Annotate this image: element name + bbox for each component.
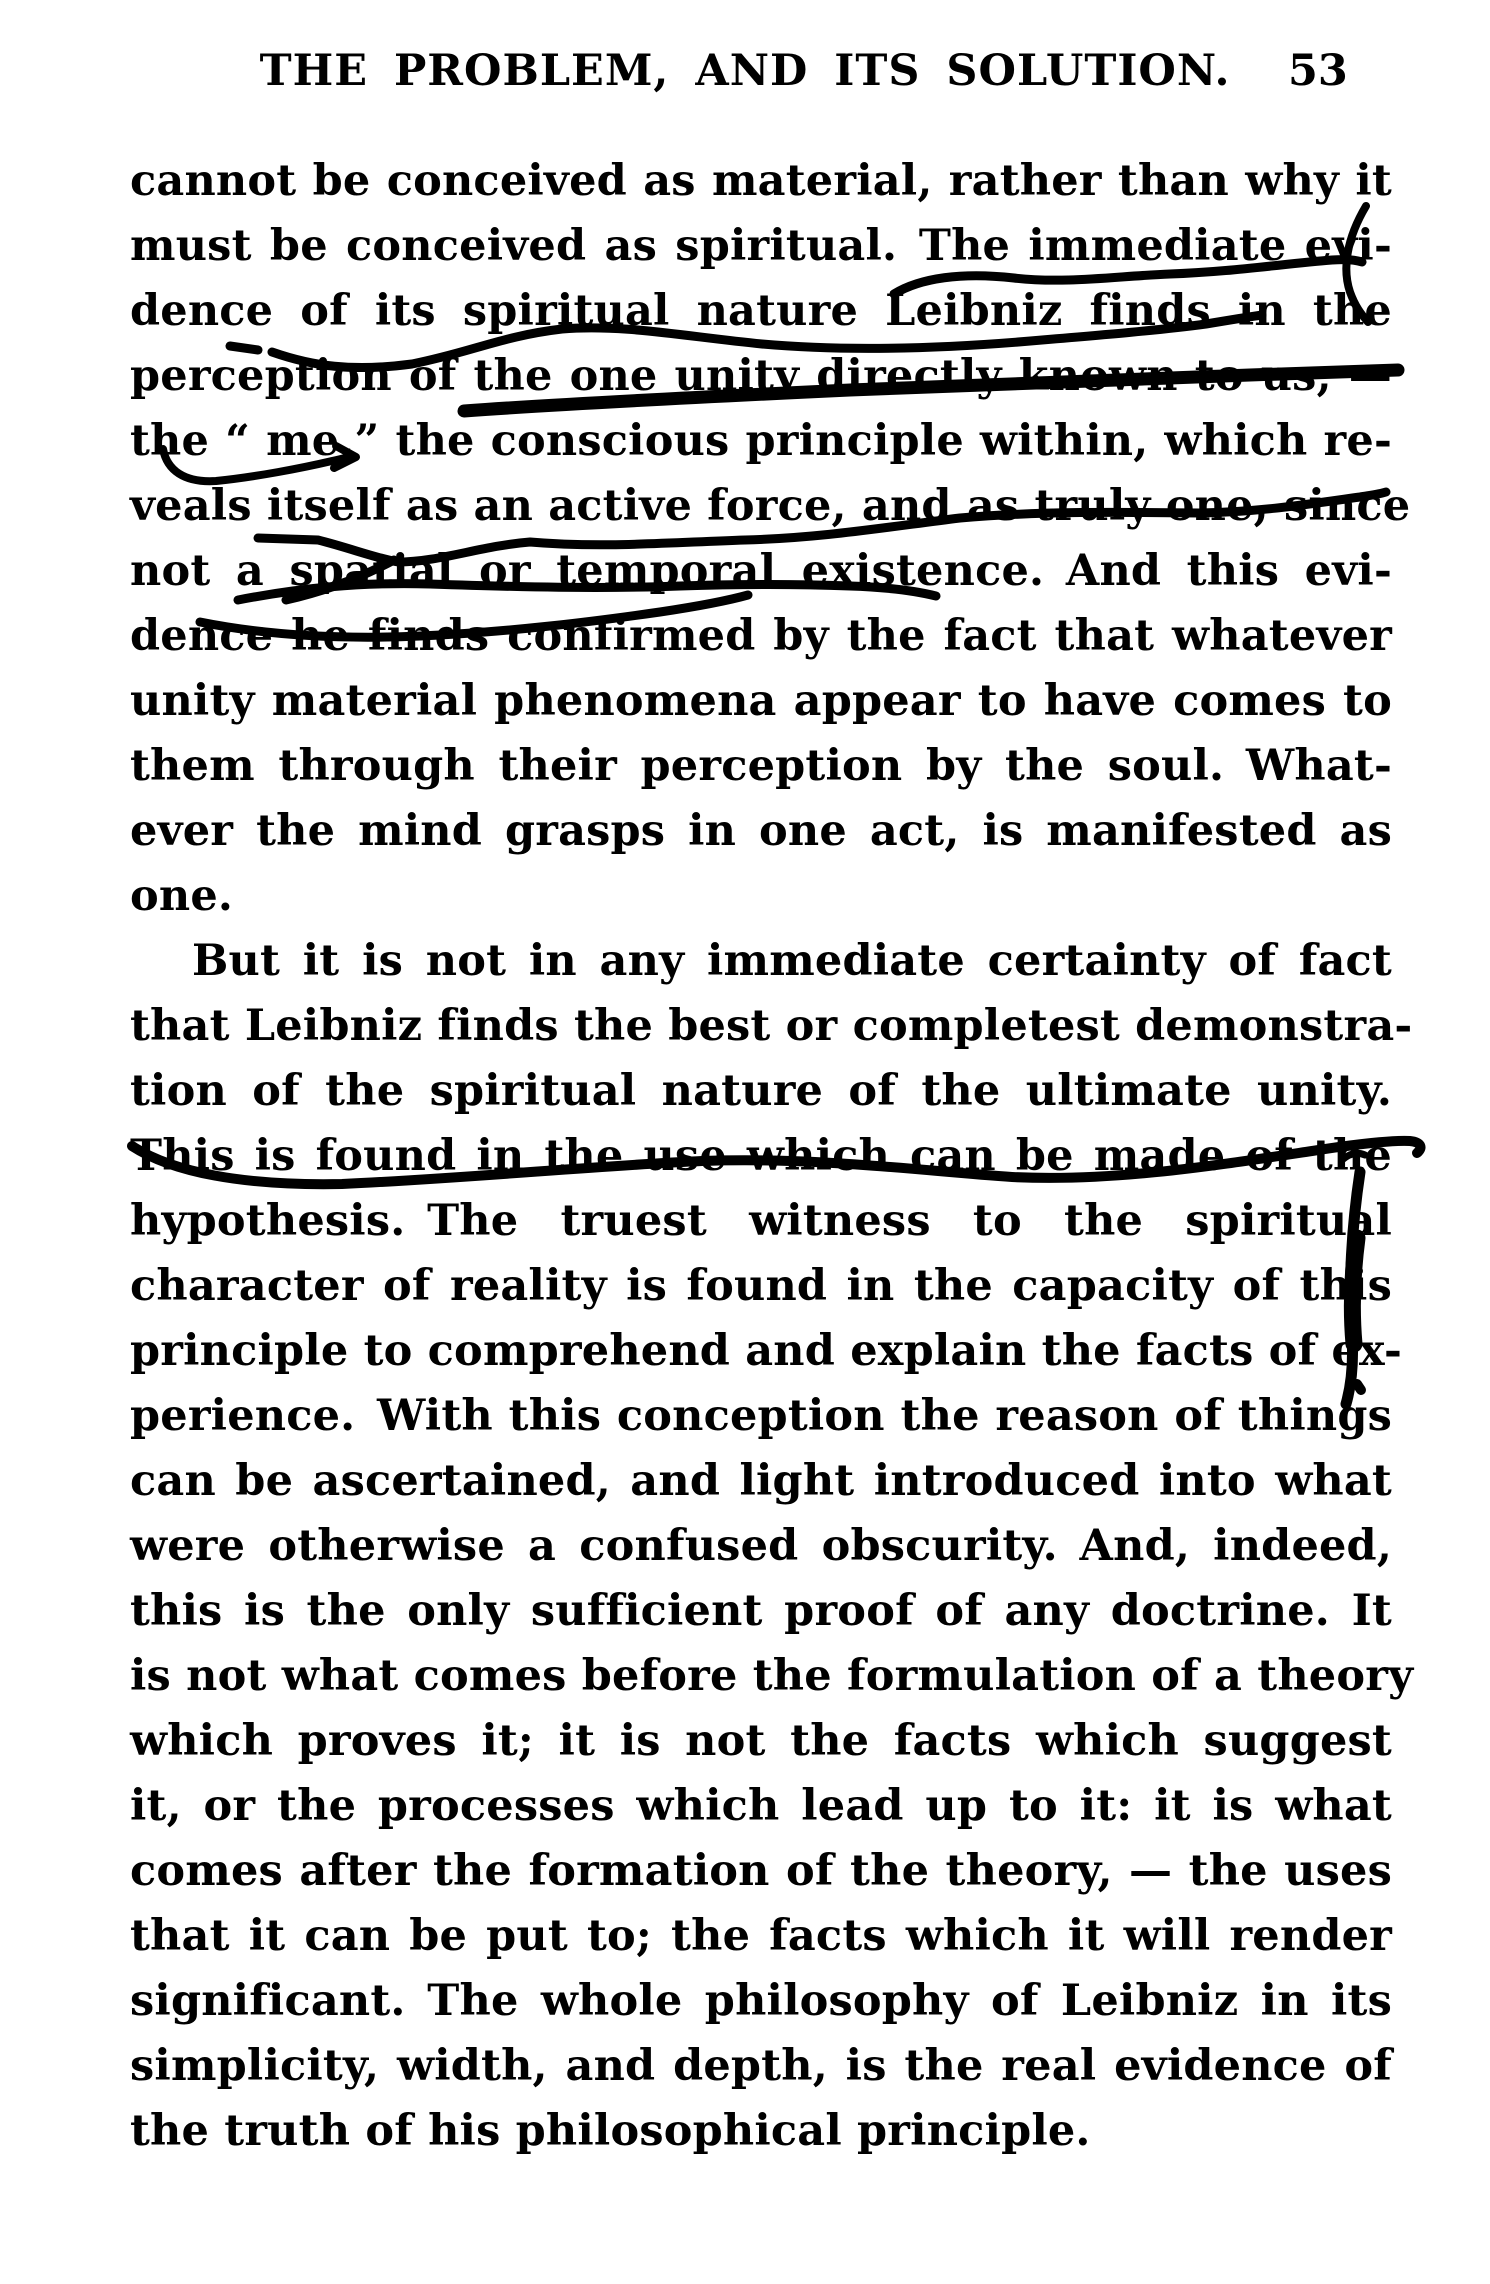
text-line: can be ascertained, and light introduced into what xyxy=(130,1456,1392,1506)
text-line: this is the only sufficient proof of any doctrine. It xyxy=(130,1586,1392,1636)
text-line: the truth of his philosophical principle. xyxy=(130,2106,1091,2156)
text-line: the “ me,” the conscious principle within, which re- xyxy=(130,416,1392,466)
text-line: dence of its spiritual nature Leibniz finds in the xyxy=(130,286,1392,336)
body-text xyxy=(130,149,1414,2164)
text-line: dence he finds confirmed by the fact that whatever xyxy=(130,611,1392,661)
text-line: is not what comes before the formulation of a theory xyxy=(130,1651,1414,1701)
text-line: simplicity, width, and depth, is the real evidence of xyxy=(130,2041,1392,2091)
text-line: which proves it; it is not the facts which suggest xyxy=(130,1716,1392,1766)
text-line: comes after the formation of the theory, — the uses xyxy=(130,1846,1392,1896)
text-line: were otherwise a confused obscurity. And, indeed, xyxy=(130,1521,1392,1571)
running-title: THE PROBLEM, AND ITS SOLUTION. xyxy=(259,46,1231,96)
text-line: tion of the spiritual nature of the ultimate unity. xyxy=(130,1066,1392,1116)
text-line: not a spatial or temporal existence. And this evi- xyxy=(130,546,1392,596)
text-line: But it is not in any immediate certainty of fact xyxy=(192,936,1392,986)
text-line: hypothesis. The truest witness to the spiritual xyxy=(130,1196,1392,1246)
text-line: unity material phenomena appear to have comes to xyxy=(130,676,1392,726)
text-line: that it can be put to; the facts which it will render xyxy=(130,1911,1392,1961)
text-line: principle to comprehend and explain the facts of ex- xyxy=(130,1326,1403,1376)
text-line: cannot be conceived as material, rather than why it xyxy=(130,156,1392,206)
text-line: that Leibniz finds the best or completest demonstra- xyxy=(130,1001,1413,1051)
text-line: veals itself as an active force, and as truly one, since xyxy=(130,481,1411,531)
page-number: 53 xyxy=(1288,46,1348,96)
text-line: This is found in the use which can be made of the xyxy=(130,1131,1392,1181)
text-line: must be conceived as spiritual. The immediate evi- xyxy=(130,221,1392,271)
text-line: them through their perception by the soul. What- xyxy=(130,741,1392,791)
text-line: it, or the processes which lead up to it: it is what xyxy=(130,1781,1392,1831)
text-line: one. xyxy=(130,871,234,921)
text-line: character of reality is found in the capacity of this xyxy=(130,1261,1392,1311)
text-line: perception of the one unity directly known to us, — xyxy=(130,351,1392,401)
text-line: perience. With this conception the reason of things xyxy=(130,1391,1392,1441)
text-line: ever the mind grasps in one act, is manifested as xyxy=(130,806,1392,856)
text-line: significant. The whole philosophy of Leibniz in its xyxy=(130,1976,1392,2026)
